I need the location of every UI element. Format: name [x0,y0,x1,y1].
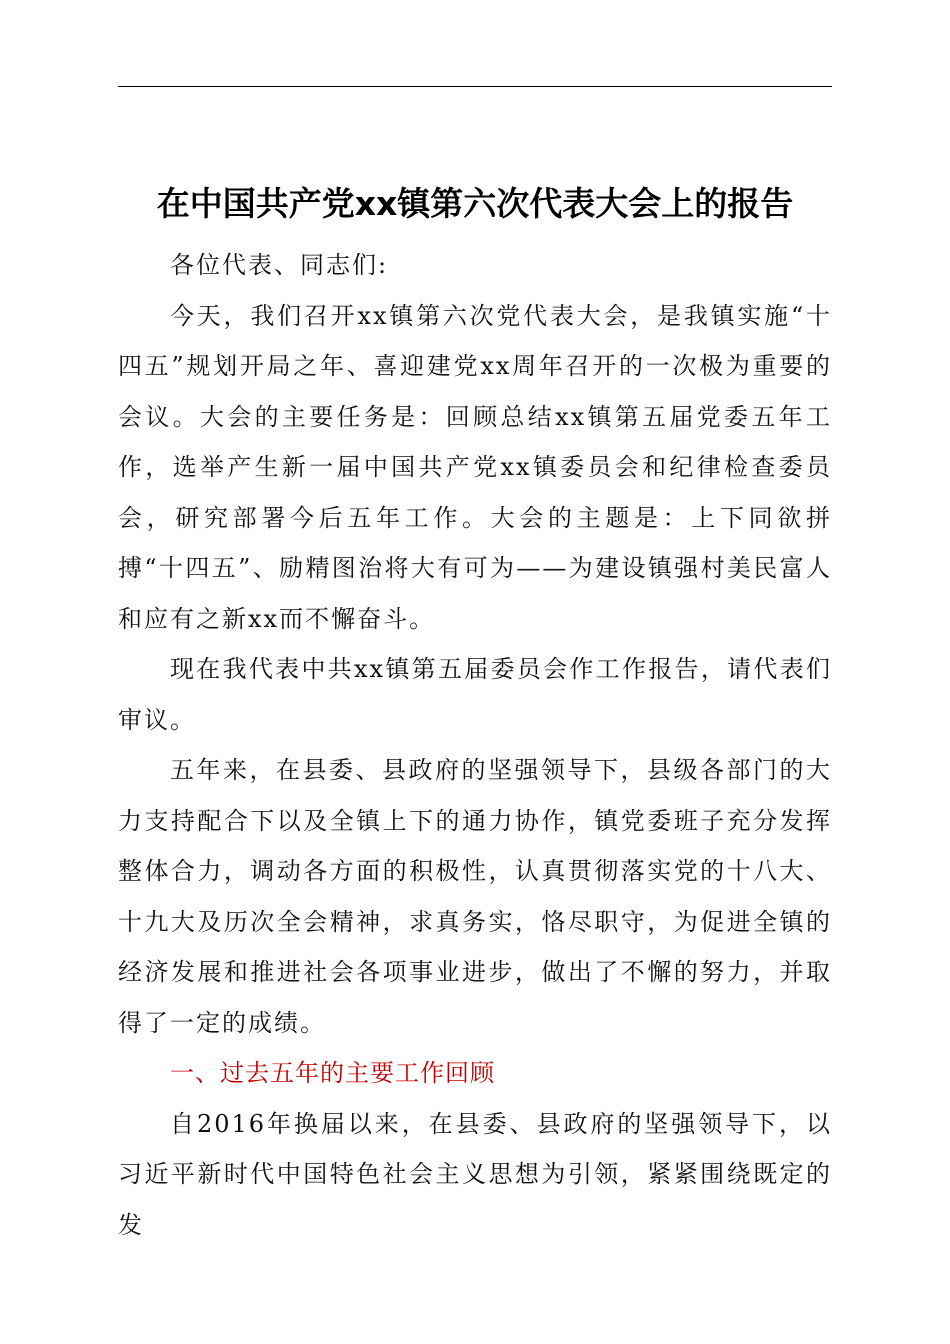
paragraph-report: 现在我代表中共xx镇第五届委员会作工作报告，请代表们审议。 [118,655,832,734]
section-paragraph: 自2016年换届以来，在县委、县政府的坚强领导下，以习近平新时代中国特色社会主义思想为引领，紧紧围绕既定的发 [118,1109,832,1239]
section-heading: 一、过去五年的主要工作回顾 [170,1059,495,1087]
paragraph-achievements: 五年来，在县委、县政府的坚强领导下，县级各部门的大力支持配合下以及全镇上下的通力协作，镇党委班子充分发挥整体合力，调动各方面的积极性，认真贯彻落实党的十八大、十九大及历次全会精神，求真务实，恪尽职守，为促进全镇的经济发展和推进社会各项事业进步，做出了不懈的努力，并取得了一定的成绩。 [118,756,832,1037]
salutation: 各位代表、同志们: [170,251,389,279]
header-rule [118,86,832,87]
document-title: 在中国共产党xx镇第六次代表大会上的报告 [156,184,794,224]
paragraph-intro: 今天，我们召开xx镇第六次党代表大会，是我镇实施“十四五”规划开局之年、喜迎建党xx周年召开的一次极为重要的会议。大会的主要任务是：回顾总结xx镇第五届党委五年工作，选举产生新一届中国共产党xx镇委员会和纪律检查委员会，研究部署今后五年工作。大会的主题是：上下同欲拼搏“十四五”、励精图治将大有可为——为建设镇强村美民富人和应有之新xx而不懈奋斗。 [118,301,832,633]
document-body [118,240,832,1250]
